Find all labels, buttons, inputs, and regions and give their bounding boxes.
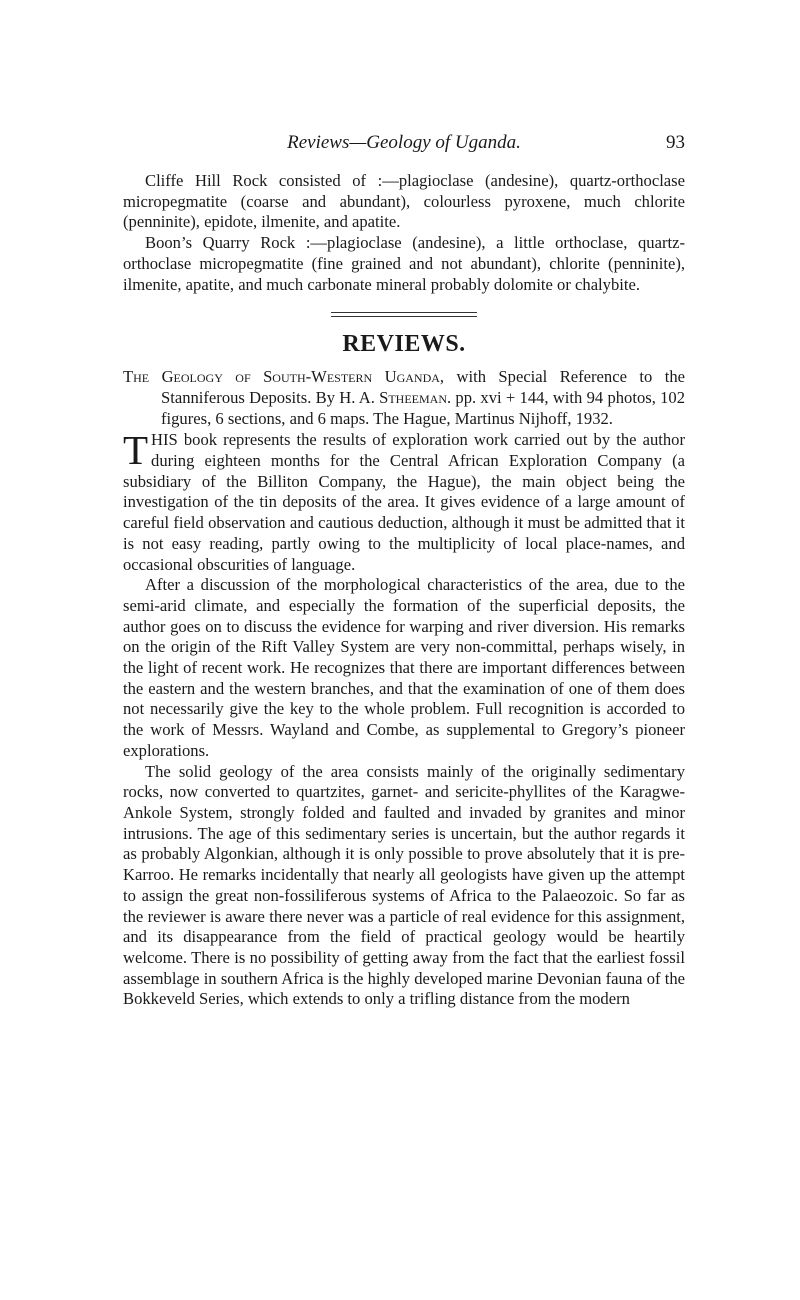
book-title-rest: with Special Reference to the Stanniferous Deposits. By H. A. [161, 367, 685, 407]
running-head [123, 128, 685, 158]
paragraph-boons-quarry: Boon’s Quarry Rock :—plagioclase (andesine), a little orthoclase, quartz-orthoclase micropegmatite (fine grained and not abundant), chlorite (penninite), ilmenite, apatite, and much carbonate mineral probably dolomite or chalybite. [123, 233, 685, 294]
review-paragraph-1: THIS book represents the results of exploration work carried out by the author during eighteen months for the Central African Exploration Company (a subsidiary of the Billiton Company, the Hague), the main object being the investigation of the tin deposits of the area. It gives evidence of a large amount of careful field observation and cautious deduction, although it must be admitted that it is not easy reading, partly owing to the multiplicity of local place-names, and occasional obscurities of language. [123, 427, 685, 574]
running-title: Reviews—Geology of Uganda. [287, 132, 521, 153]
section-heading: REVIEWS. [342, 331, 466, 358]
review-paragraph-2: After a discussion of the morphological characteristics of the area, due to the semi-arid climate, and especially the formation of the superficial deposits, the author goes on to discuss the evidence for warping and river diversion. His remarks on the origin of the Rift Valley System are very non-committal, perhaps wisely, in the light of recent work. He recognizes that there are important differences between the eastern and the western branches, and that the examination of one of them does not necessarily give the key to the whole problem. Full recognition is accorded to the work of Messrs. Wayland and Combe, as supplemental to Gregory’s pioneer explorations. [123, 575, 685, 760]
divider-line-bottom [331, 316, 477, 317]
section-divider [331, 312, 477, 317]
journal-page [123, 128, 685, 1010]
book-details: pp. xvi + 144, with 94 photos, 102 figures, 6 sections, and 6 maps. The Hague, Martinus Nijhoff, 1932. [161, 387, 685, 428]
book-author: Stheeman. [379, 387, 452, 407]
review-citation [123, 367, 685, 429]
petrology-notes [123, 171, 685, 295]
divider-line-top [331, 312, 477, 313]
review-body [123, 427, 685, 1010]
page-number: 93 [666, 132, 685, 153]
book-title: The Geology of South-Western Uganda, [123, 367, 445, 387]
paragraph-cliffe-hill: Cliffe Hill Rock consisted of :—plagioclase (andesine), quartz-orthoclase micropegmatite (coarse and abundant), colourless pyroxene, much chlorite (penninite), epidote, ilmenite, and apatite. [123, 171, 685, 232]
review-paragraph-3: The solid geology of the area consists mainly of the originally sedimentary rocks, now converted to quartzites, garnet- and sericite-phyllites of the Karagwe-Ankole System, strongly folded and faulted and invaded by granites and minor intrusions. The age of this sedimentary series is uncertain, but the author regards it as probably Algonkian, although it is only possible to prove absolutely that it is pre-Karroo. He remarks incidentally that nearly all geologists have given up the attempt to assign the great non-fossiliferous systems of Africa to the Palaeozoic. So far as the reviewer is aware there never was a particle of real evidence for this assignment, and its disappearance from the field of practical geology would be heartily welcome. There is no possibility of getting away from the fact that the earliest fossil assemblage in southern Africa is the highly developed marine Devonian fauna of the Bokkeveld Series, which extends to only a trifling distance from the modern [123, 761, 685, 1009]
